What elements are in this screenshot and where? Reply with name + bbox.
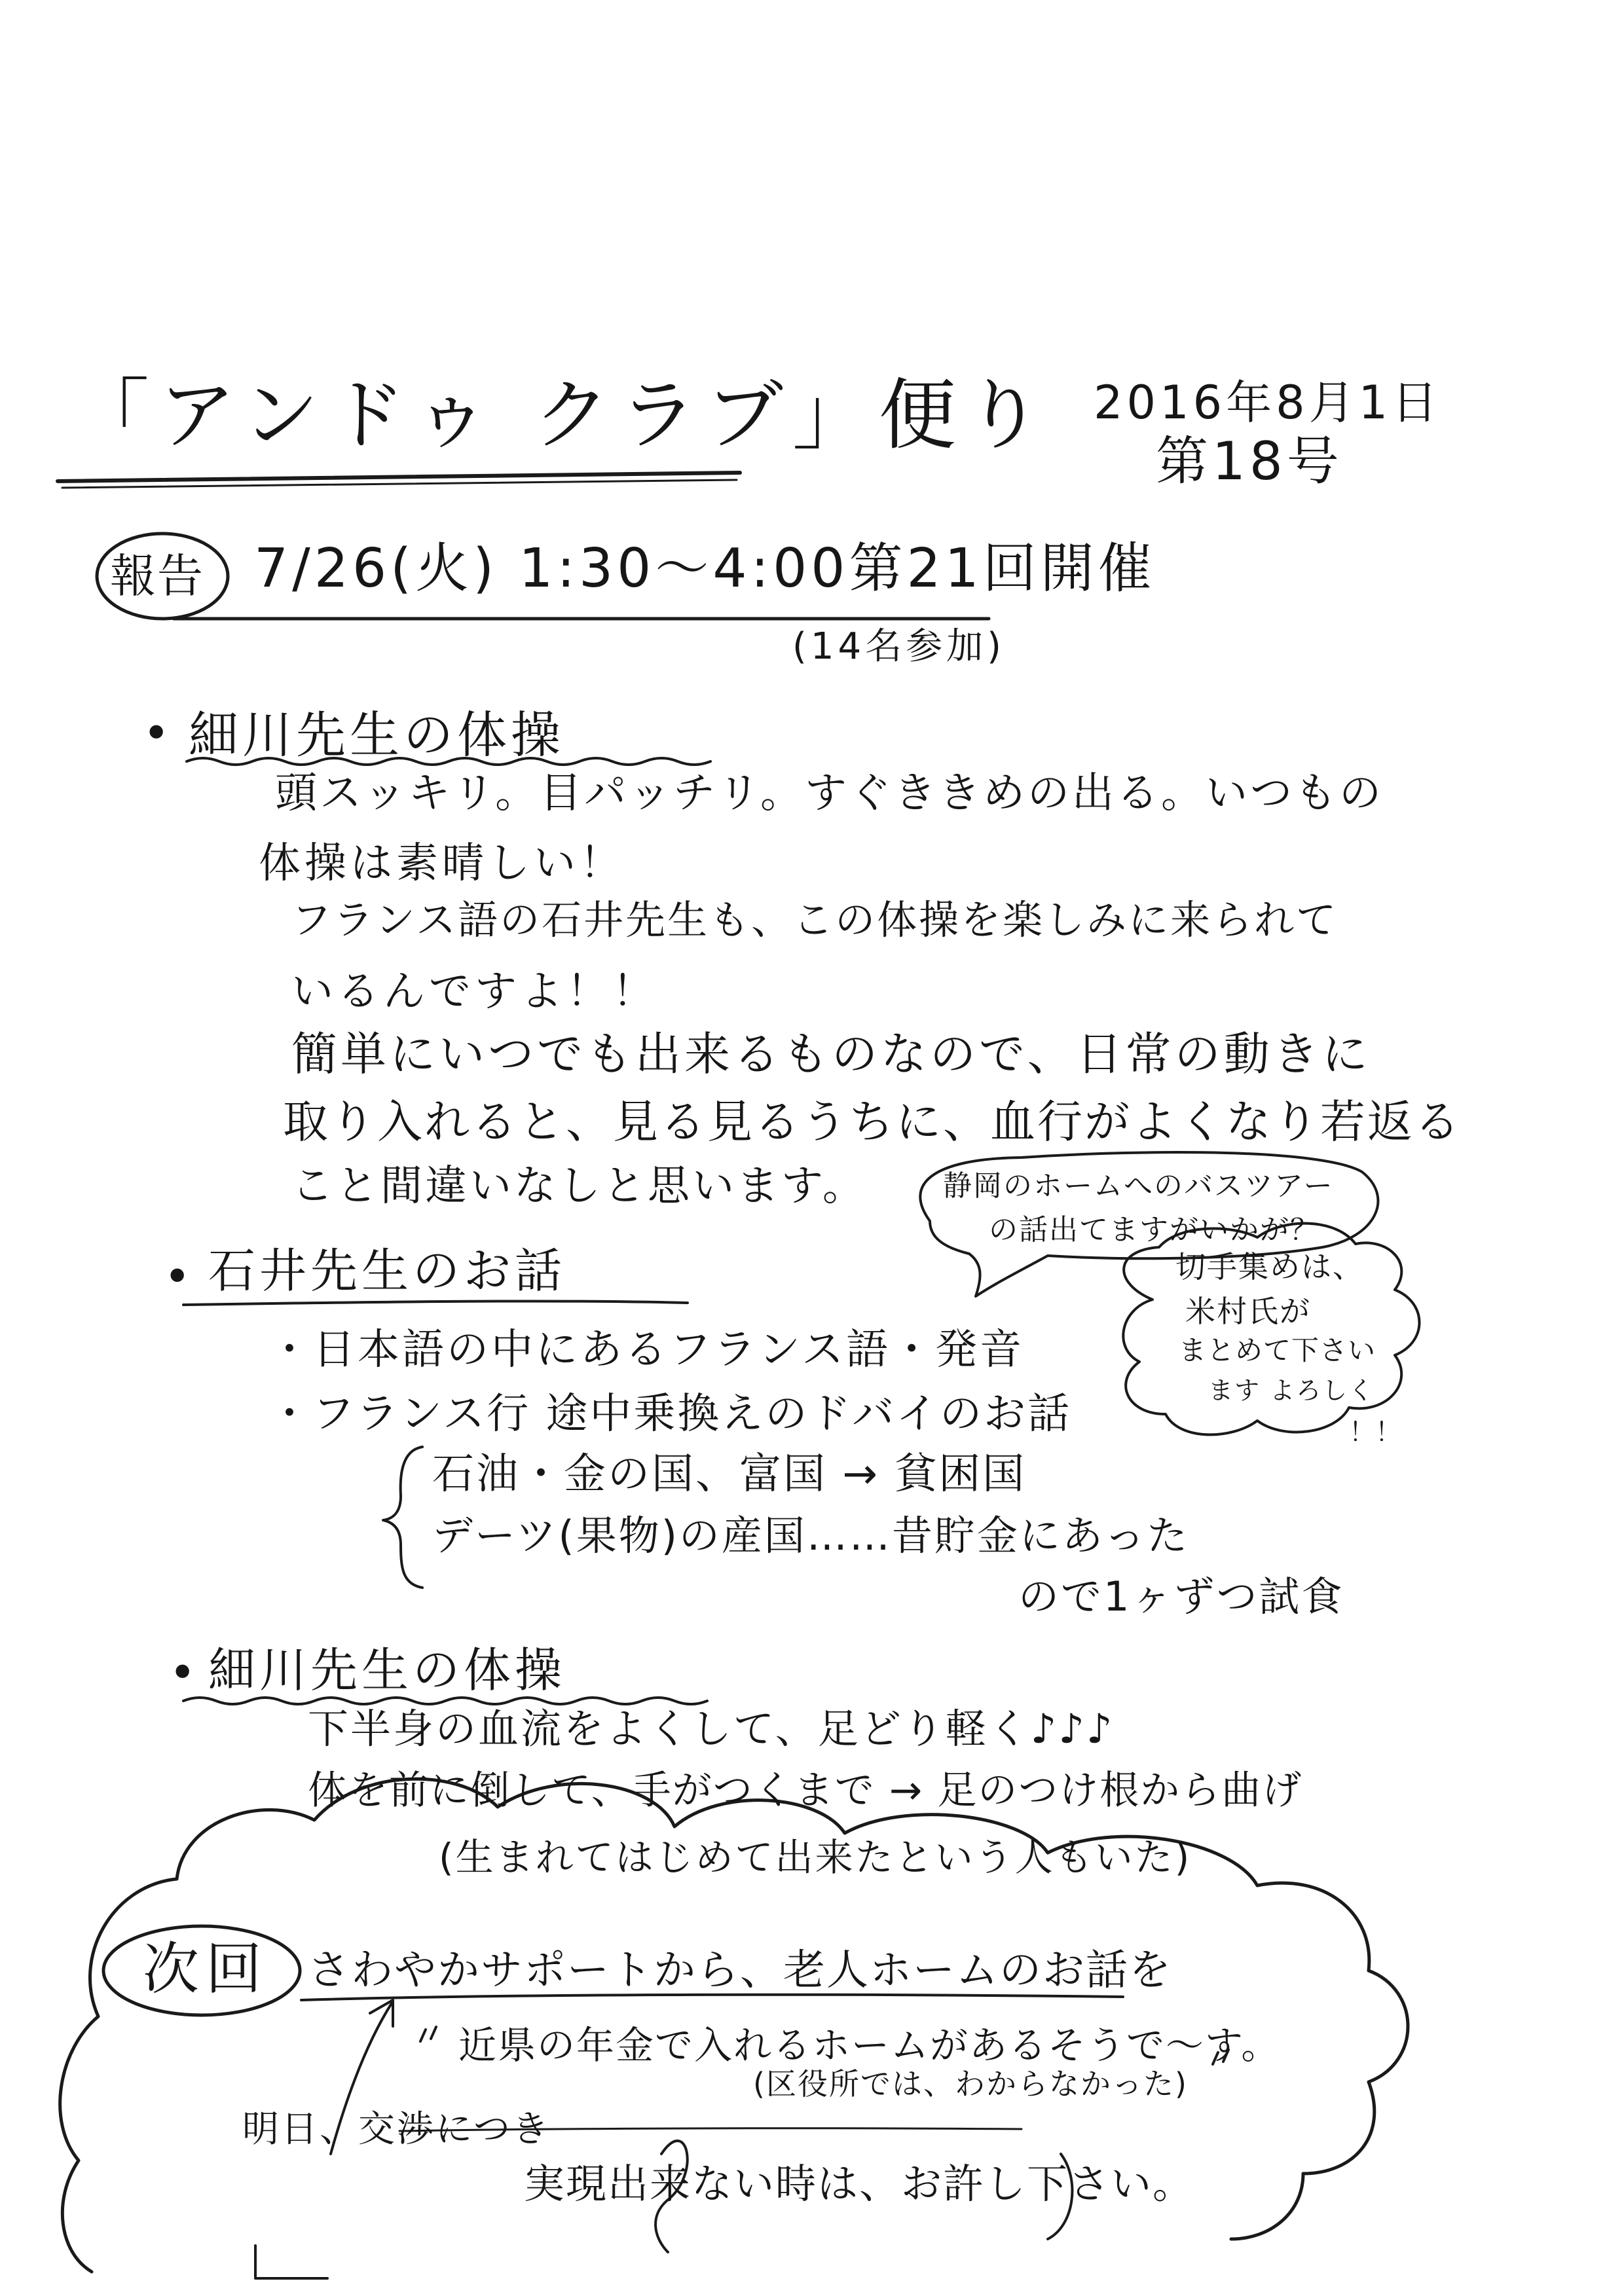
next-label: 次回 xyxy=(143,1937,268,2002)
section3-line: 下半身の血流をよくして、足どり軽く♪♪♪ xyxy=(308,1705,1115,1753)
section1-line: 簡単にいつでも出来るものなので、日常の動きに xyxy=(291,1027,1371,1081)
bubble2-text: 米村氏が xyxy=(1185,1294,1311,1329)
section3-underline xyxy=(183,1698,707,1704)
bubble2-text: ます よろしく xyxy=(1208,1376,1375,1405)
section3-line: 体を前に倒して、手がつくまで → 足のつけ根から曲げ xyxy=(308,1768,1303,1813)
brace xyxy=(383,1447,422,1588)
section2-sub: ので1ヶずつ試食 xyxy=(1018,1573,1344,1620)
report-line: 7/26(火) 1:30〜4:00第21回開催 xyxy=(254,538,1156,600)
next-topic: さわやかサポートから、老人ホームのお話を xyxy=(308,1946,1172,1995)
bubble2-text: 切手集めは、 xyxy=(1175,1249,1364,1285)
section2-sub: デーツ(果物)の産国……昔貯金にあった xyxy=(432,1512,1190,1559)
page-title: 「アンドゥ クラブ」便り xyxy=(72,370,1052,460)
section2-sub: 石油・金の国、富国 → 貧困国 xyxy=(432,1450,1027,1499)
next-apology: 実現出来ない時は、お許し下さい。 xyxy=(524,2160,1195,2208)
bubble2-text: まとめて下さい xyxy=(1179,1334,1376,1366)
section1-line: フランス語の石井先生も、この体操を楽しみに来られて xyxy=(291,897,1338,943)
issue-number: 第18号 xyxy=(1156,431,1343,492)
next-note: (区役所では、わからなかった) xyxy=(753,2066,1188,2102)
issue-date: 2016年8月1日 xyxy=(1094,376,1442,429)
section3-bullet: • xyxy=(169,1646,200,1700)
section2-underline xyxy=(183,1301,688,1305)
section1-line: 取り入れると、見る見るうちに、血行がよくなり若返る xyxy=(283,1096,1462,1148)
next-detail: 近県の年金で入れるホームがあるそうで〜す。 xyxy=(458,2023,1281,2068)
next-side-note: 明日、交渉につき xyxy=(242,2108,551,2151)
bubble1-text: 静岡のホームへのバスツアー xyxy=(943,1169,1334,1203)
section1-bullet: • xyxy=(143,706,174,760)
section3-heading: 細川先生の体操 xyxy=(208,1643,566,1698)
section2-item: ・日本語の中にあるフランス語・発音 xyxy=(268,1326,1025,1374)
section3-line: (生まれてはじめて出来たという人もいた) xyxy=(439,1835,1192,1880)
section1-line: こと間違いなしと思います。 xyxy=(291,1162,867,1211)
section1-line: 体操は素晴しい！ xyxy=(259,839,625,888)
report-label: 報告 xyxy=(110,549,204,603)
report-participants: (14名参加) xyxy=(792,625,1005,668)
bubble2-text: ！！ xyxy=(1349,1417,1401,1448)
section2-item: ・フランス行 途中乗換えのドバイのお話 xyxy=(268,1390,1072,1438)
section1-heading: 細川先生の体操 xyxy=(189,706,564,764)
section2-heading: 石井先生のお話 xyxy=(208,1243,566,1298)
next-underline xyxy=(301,1995,1123,2000)
title-underline xyxy=(58,473,740,481)
section2-bullet: • xyxy=(164,1250,195,1303)
section1-line: いるんですよ！！ xyxy=(291,968,658,1016)
bubble1-text: の話出てますがいかが？ xyxy=(989,1213,1320,1247)
section1-line: 頭スッキリ。目パッチリ。すぐききめの出る。いつもの xyxy=(275,769,1384,818)
